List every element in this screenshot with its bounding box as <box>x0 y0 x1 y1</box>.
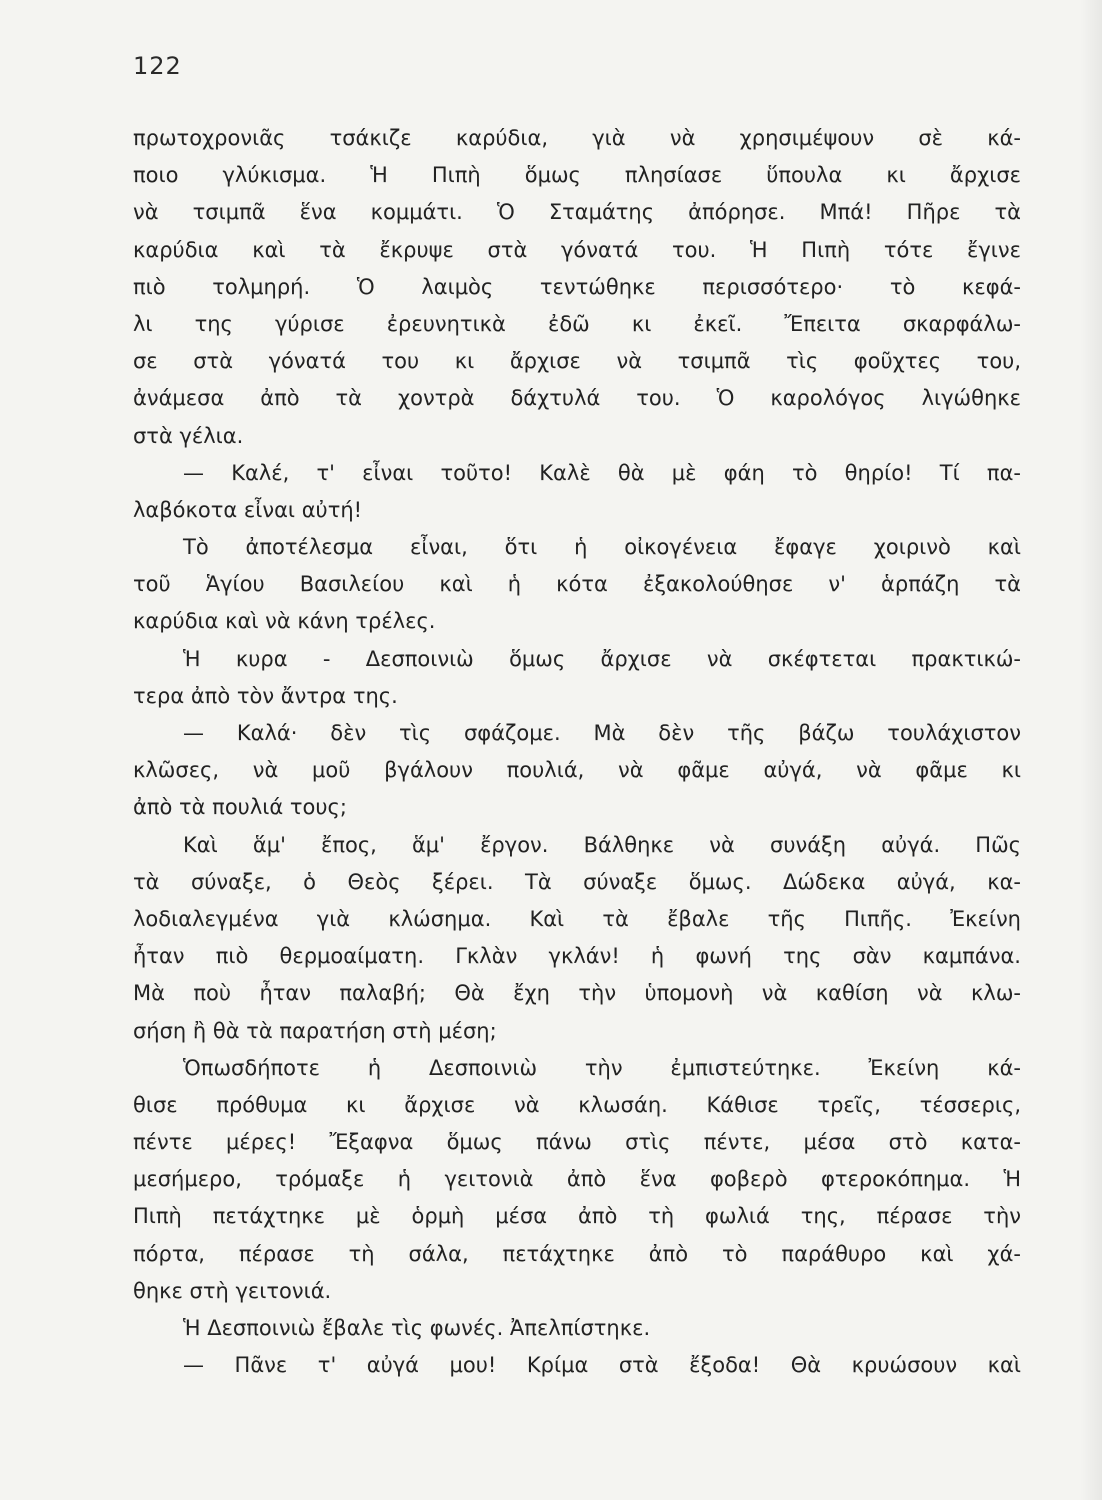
text-line: τερα ἀπὸ τὸν ἄντρα της. <box>133 683 398 708</box>
text-line: τοῦ Ἁγίου Βασιλείου καὶ ἡ κότα ἐξακολούθησε ν' ἁρπάζη τὰ <box>133 572 1021 597</box>
text-line: ἀνάμεσα ἀπὸ τὰ χοντρὰ δάχτυλά του. Ὁ καρολόγος λιγώθηκε <box>133 386 1021 411</box>
text-line: ἦταν πιὸ θερμοαίματη. Γκλὰν γκλάν! ἡ φωνή της σὰν καμπάνα. <box>133 944 1021 969</box>
text-line: Καὶ ἅμ' ἔπος, ἅμ' ἔργον. Βάλθηκε νὰ συνάξη αὐγά. Πῶς <box>183 832 1021 857</box>
body-text <box>133 120 1021 1384</box>
text-line: σε στὰ γόνατά του κι ἄρχισε νὰ τσιμπᾶ τὶς φοῦχτες του, <box>133 349 1021 374</box>
page-number: 122 <box>133 52 182 80</box>
text-line: — Καλέ, τ' εἶναι τοῦτο! Καλὲ θὰ μὲ φάη τὸ θηρίο! Τί πα- <box>183 460 1021 485</box>
text-line: Ἡ κυρα - Δεσποινιὼ ὅμως ἄρχισε νὰ σκέφτεται πρακτικώ- <box>183 646 1021 671</box>
text-line: θισε πρόθυμα κι ἄρχισε νὰ κλωσάη. Κάθισε τρεῖς, τέσσερις, <box>133 1092 1021 1117</box>
text-line: λαβόκοτα εἶναι αὐτή! <box>133 497 363 522</box>
text-line: Ὁπωσδήποτε ἡ Δεσποινιὼ τὴν ἐμπιστεύτηκε. Ἐκείνη κά- <box>183 1055 1021 1080</box>
text-line: πόρτα, πέρασε τὴ σάλα, πετάχτηκε ἀπὸ τὸ παράθυρο καὶ χά- <box>133 1241 1021 1266</box>
text-line: — Πᾶνε τ' αὐγά μου! Κρίμα στὰ ἔξοδα! Θὰ κρυώσουν καὶ <box>183 1353 1021 1378</box>
text-line: νὰ τσιμπᾶ ἕνα κομμάτι. Ὁ Σταμάτης ἀπόρησε. Μπά! Πῆρε τὰ <box>133 200 1021 225</box>
text-line: τὰ σύναξε, ὁ Θεὸς ξέρει. Τὰ σύναξε ὅμως. Δώδεκα αὐγά, κα- <box>133 869 1021 894</box>
text-line: Πιπὴ πετάχτηκε μὲ ὁρμὴ μέσα ἀπὸ τὴ φωλιά της, πέρασε τὴν <box>133 1204 1021 1229</box>
text-line: ἀπὸ τὰ πουλιά τους; <box>133 795 347 820</box>
text-line: πέντε μέρες! Ἔξαφνα ὅμως πάνω στὶς πέντε, μέσα στὸ κατα- <box>133 1130 1021 1155</box>
text-line: Μὰ ποὺ ἦταν παλαβή; Θὰ ἔχη τὴν ὑπομονὴ νὰ καθίση νὰ κλω- <box>133 981 1021 1006</box>
text-line: θηκε στὴ γειτονιά. <box>133 1278 332 1303</box>
text-line: Ἡ Δεσποινιὼ ἔβαλε τὶς φωνές. Ἀπελπίστηκε. <box>183 1316 651 1340</box>
text-line: — Καλά· δὲν τὶς σφάζομε. Μὰ δὲν τῆς βάζω τουλάχιστον <box>183 721 1021 745</box>
text-line: στὰ γέλια. <box>133 423 244 448</box>
text-line: πιὸ τολμηρή. Ὁ λαιμὸς τεντώθηκε περισσότερο· τὸ κεφά- <box>133 274 1021 299</box>
text-line: λοδιαλεγμένα γιὰ κλώσημα. Καὶ τὰ ἔβαλε τῆς Πιπῆς. Ἐκείνη <box>133 906 1021 931</box>
text-line: σήση ἢ θὰ τὰ παρατήση στὴ μέση; <box>133 1018 497 1043</box>
page-edge-shadow <box>1080 0 1102 1500</box>
text-line: καρύδια καὶ τὰ ἔκρυψε στὰ γόνατά του. Ἡ Πιπὴ τότε ἔγινε <box>133 237 1021 262</box>
text-line: μεσήμερο, τρόμαξε ἡ γειτονιὰ ἀπὸ ἕνα φοβερὸ φτεροκόπημα. Ἡ <box>133 1167 1021 1192</box>
text-line: καρύδια καὶ νὰ κάνη τρέλες. <box>133 609 436 634</box>
text-line: κλῶσες, νὰ μοῦ βγάλουν πουλιά, νὰ φᾶμε αὐγά, νὰ φᾶμε κι <box>133 758 1021 783</box>
text-line: λι της γύρισε ἐρευνητικὰ ἐδῶ κι ἐκεῖ. Ἔπειτα σκαρφάλω- <box>133 311 1021 336</box>
text-line: Τὸ ἀποτέλεσμα εἶναι, ὅτι ἡ οἰκογένεια ἔφαγε χοιρινὸ καὶ <box>183 535 1021 560</box>
text-line: ποιο γλύκισμα. Ἡ Πιπὴ ὅμως πλησίασε ὕπουλα κι ἄρχισε <box>133 163 1021 188</box>
text-line: πρωτοχρονιᾶς τσάκιζε καρύδια, γιὰ νὰ χρησιμέψουν σὲ κά- <box>133 126 1021 150</box>
